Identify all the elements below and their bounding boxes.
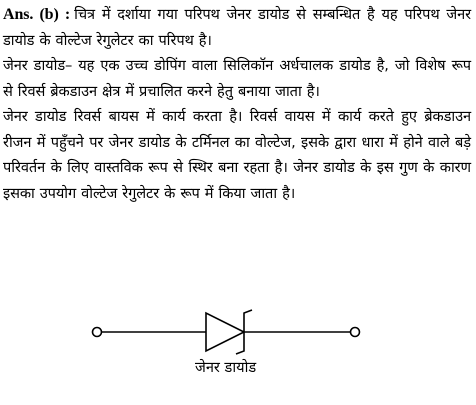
answer-label: Ans. (b) : xyxy=(3,6,71,23)
zener-diode-symbol-icon xyxy=(0,302,476,362)
figure-caption: जेनर डायोड xyxy=(195,359,257,376)
zener-diode-figure xyxy=(0,302,476,402)
diode-triangle-icon xyxy=(206,313,244,351)
paragraph-1-text: चित्र में दर्शाया गया परिपथ जेनर डायोड से सम्बन्धित है यह परिपथ जेनर डायोड के वोल्टेज रेगुलेटर का परिपथ है। xyxy=(3,6,471,49)
left-terminal-icon xyxy=(93,328,102,337)
paragraph-2: जेनर डायोड– यह एक उच्च डोपिंग वाला सिलिकॉन अर्धचालक डायोड है, जो विशेष रूप से रिवर्स ब्रेकडाउन क्षेत्र में प्रचालित करने हेतु बनाया जाता है। xyxy=(3,57,471,100)
paragraph-1 xyxy=(3,2,471,53)
paragraph-3: जेनर डायोड रिवर्स बायस में कार्य करता है। रिवर्स वायस में कार्य करते हुए ब्रेकडाउन रीजन में पहुँचने पर जेनर डायोड के टर्मिनल का वोल्टेज, इसके द्वारा धारा में होने वाले बड़े परिवर्तन के लिए वास्तविक रूप से स्थिर बना रहता है। जेनर डायोड के इस गुण के कारण इसका उपयोग वोल्टेज रेगुलेटर के रूप में किया जाता है। xyxy=(3,108,471,202)
right-terminal-icon xyxy=(351,328,360,337)
answer-text xyxy=(3,2,471,206)
